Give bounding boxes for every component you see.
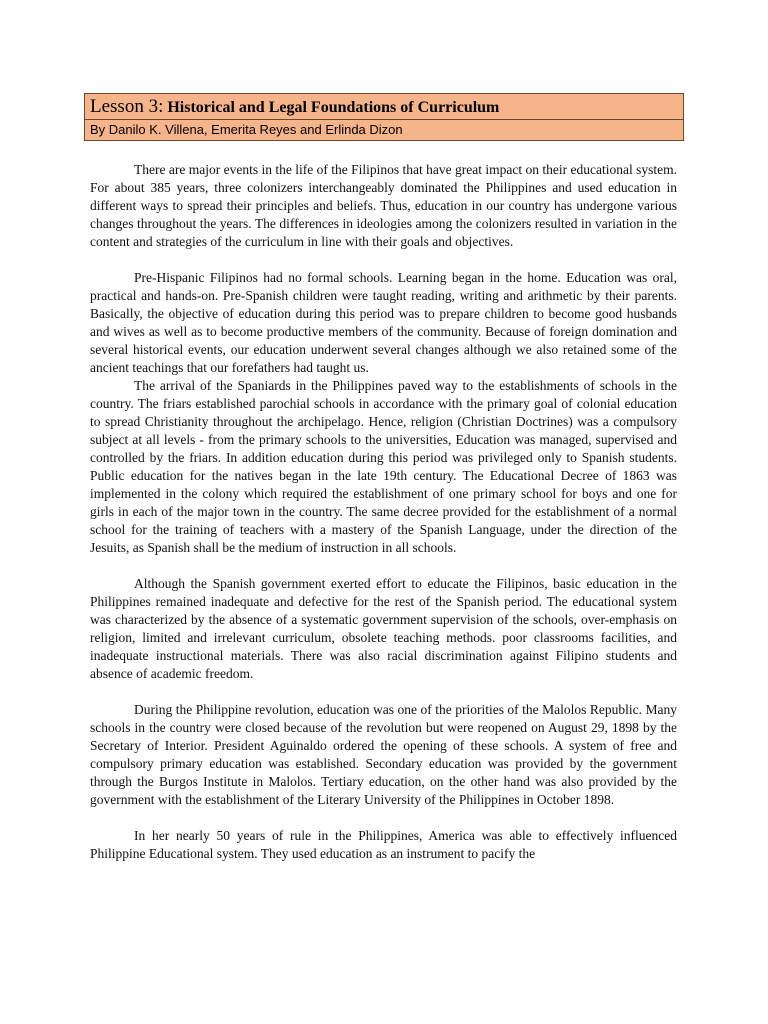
lesson-title: Historical and Legal Foundations of Curriculum xyxy=(167,99,500,116)
document-body xyxy=(90,161,677,863)
paragraph-revolution: During the Philippine revolution, education was one of the priorities of the Malolos Republic. Many schools in the country were closed because of the revolution but were reopened on August 29, 1898 by the Secretary of Interior. President Aguinaldo ordered the opening of these schools. A system of free and compulsory primary education was established. Secondary education was provided by the government through the Burgos Institute in Malolos. Tertiary education, on the other hand was also provided by the government with the establishment of the Literary University of the Philippines in October 1898. xyxy=(90,702,677,807)
lesson-header xyxy=(84,93,684,141)
paragraph-american-period: In her nearly 50 years of rule in the Philippines, America was able to effectively influenced Philippine Educational system. They used education as an instrument to pacify the xyxy=(90,828,677,861)
paragraph-pre-hispanic: Pre-Hispanic Filipinos had no formal schools. Learning began in the home. Education was oral, practical and hands-on. Pre-Spanish children were taught reading, writing and arithmetic by their parents. Basically, the objective of education during this period was to prepare children to become good husbands and wives as well as to become productive members of the community. Because of foreign domination and several historical events, our education underwent several changes although we also retained some of the ancient teachings that our forefathers had taught us. xyxy=(90,270,677,375)
lesson-number: Lesson 3: xyxy=(90,96,164,117)
lesson-title-row xyxy=(85,94,683,120)
paragraph-spanish-arrival: The arrival of the Spaniards in the Philippines paved way to the establishments of schools in the country. The friars established parochial schools in accordance with the primary goal of colonial education to spread Christianity throughout the archipelago. Hence, religion (Christian Doctrines) was a compulsory subject at all levels - from the primary schools to the universities, Education was managed, supervised and controlled by the friars. In addition education during this period was privileged only to Spanish students. Public education for the natives began in the late 19th century. The Educational Decree of 1863 was implemented in the colony which required the establishment of one primary school for boys and one for girls in each of the major town in the country. The same decree provided for the establishment of a normal school for the training of teachers with a mastery of the Spanish Language, under the direction of the Jesuits, as Spanish shall be the medium of instruction in all schools. xyxy=(90,378,677,555)
author-byline: By Danilo K. Villena, Emerita Reyes and Erlinda Dizon xyxy=(85,120,683,140)
paragraph-spanish-deficiencies: Although the Spanish government exerted effort to educate the Filipinos, basic education in the Philippines remained inadequate and defective for the rest of the Spanish period. The educational system was characterized by the absence of a systematic government supervision of the schools, over-emphasis on religion, limited and irrelevant curriculum, obsolete teaching methods. poor classrooms facilities, and inadequate instructional materials. There was also racial discrimination against Filipino students and absence of academic freedom. xyxy=(90,576,677,681)
paragraph-intro: There are major events in the life of the Filipinos that have great impact on their educational system. For about 385 years, three colonizers interchangeably dominated the Philippines and used education in different ways to spread their principles and beliefs. Thus, education in our country has undergone various changes throughout the years. The differences in ideologies among the colonizers resulted in variation in the content and strategies of the curriculum in line with their goals and objectives. xyxy=(90,162,677,249)
